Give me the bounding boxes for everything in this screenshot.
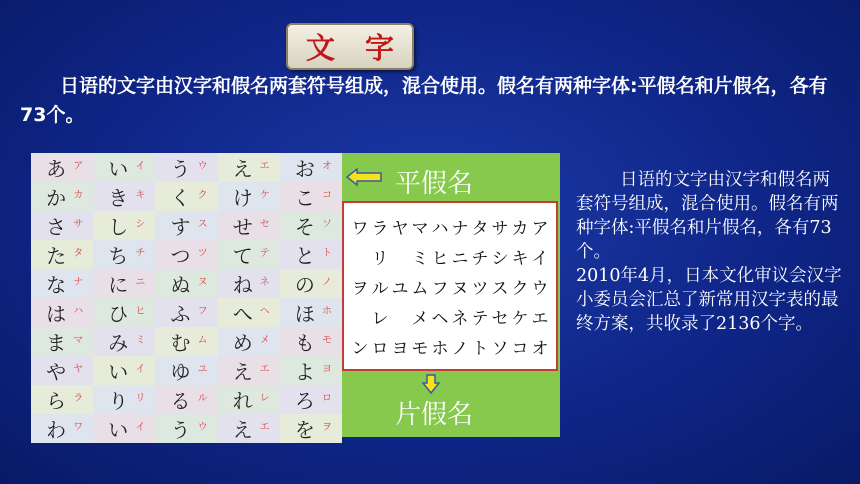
katakana-hint: テ xyxy=(259,248,270,259)
katakana-hint: ウ xyxy=(197,422,208,433)
hiragana-char: ひ xyxy=(108,302,129,326)
hiragana-cell xyxy=(280,385,342,414)
hiragana-char: え xyxy=(232,157,253,181)
hiragana-char: む xyxy=(170,331,191,355)
hiragana-char: い xyxy=(108,360,129,384)
hiragana-cell xyxy=(93,269,155,298)
hiragana-cell xyxy=(280,356,342,385)
hiragana-cell xyxy=(218,269,280,298)
hiragana-cell xyxy=(155,211,217,240)
hiragana-char: つ xyxy=(170,244,191,268)
hiragana-char: て xyxy=(232,244,253,268)
hiragana-char: え xyxy=(232,360,253,384)
katakana-hint: シ xyxy=(135,219,146,230)
hiragana-char: と xyxy=(294,244,315,268)
katakana-hint: ア xyxy=(73,161,84,172)
katakana-hint: イ xyxy=(135,422,146,433)
katakana-hint: ロ xyxy=(322,393,332,404)
side-paragraph-1: 日语的文字由汉字和假名两套符号组成，混合使用。假名有两种字体:平假名和片假名，各有73个。 xyxy=(576,170,839,262)
katakana-hint: ヤ xyxy=(73,364,84,375)
hiragana-cell xyxy=(218,327,280,356)
hiragana-char: け xyxy=(232,186,253,210)
hiragana-cell xyxy=(31,269,93,298)
katakana-hint: ツ xyxy=(197,248,208,259)
katakana-hint: ネ xyxy=(259,277,270,288)
hiragana-cell xyxy=(31,385,93,414)
hiragana-char: ぬ xyxy=(170,273,191,297)
katakana-hint: ユ xyxy=(197,364,208,375)
katakana-hint: キ xyxy=(135,190,146,201)
hiragana-cell xyxy=(218,298,280,327)
katakana-char: ン xyxy=(351,338,369,359)
hiragana-cell xyxy=(155,182,217,211)
katakana-char: ム xyxy=(411,278,429,299)
hiragana-char: に xyxy=(108,273,129,297)
katakana-char: ニ xyxy=(451,248,469,269)
katakana-hint: ヲ xyxy=(322,422,332,433)
hiragana-cell xyxy=(218,182,280,211)
katakana-label: 片假名 xyxy=(395,400,474,430)
hiragana-cell xyxy=(31,356,93,385)
hiragana-char: え xyxy=(232,418,253,442)
hiragana-char: さ xyxy=(46,215,67,239)
hiragana-char: や xyxy=(46,360,67,384)
katakana-char: サ xyxy=(491,218,509,239)
katakana-hint: ル xyxy=(197,393,208,404)
hiragana-cell xyxy=(31,153,93,182)
katakana-char: ヲ xyxy=(351,278,369,299)
katakana-char: ユ xyxy=(391,278,409,299)
hiragana-cell xyxy=(280,211,342,240)
hiragana-cell xyxy=(155,153,217,182)
hiragana-cell xyxy=(93,182,155,211)
katakana-char: ケ xyxy=(511,308,529,329)
hiragana-cell xyxy=(280,269,342,298)
katakana-hint: メ xyxy=(259,335,270,346)
katakana-char: モ xyxy=(411,338,429,359)
katakana-hint: ヘ xyxy=(259,306,270,317)
katakana-hint: ト xyxy=(322,248,332,259)
katakana-char: ホ xyxy=(431,338,449,359)
katakana-hint: レ xyxy=(259,393,270,404)
katakana-char: マ xyxy=(411,218,429,239)
hiragana-char: り xyxy=(108,389,129,413)
hiragana-cell xyxy=(155,414,217,443)
hiragana-char: う xyxy=(170,157,191,181)
hiragana-char: な xyxy=(46,273,67,297)
katakana-char: ワ xyxy=(351,218,369,239)
katakana-char: コ xyxy=(511,338,529,359)
hiragana-char: へ xyxy=(232,302,253,326)
katakana-hint: ハ xyxy=(73,306,84,317)
hiragana-cell xyxy=(93,298,155,327)
katakana-char: キ xyxy=(511,248,529,269)
katakana-char: ロ xyxy=(371,338,389,359)
katakana-hint: リ xyxy=(135,393,146,404)
katakana-char xyxy=(350,241,370,271)
katakana-char xyxy=(390,301,410,331)
left-arrow-icon xyxy=(346,167,382,187)
katakana-hint: ソ xyxy=(322,219,332,230)
hiragana-char: い xyxy=(108,157,129,181)
hiragana-char: く xyxy=(170,186,191,210)
katakana-char: ス xyxy=(491,278,509,299)
hiragana-cell xyxy=(280,298,342,327)
hiragana-cell xyxy=(93,153,155,182)
hiragana-cell xyxy=(218,153,280,182)
hiragana-char: は xyxy=(46,302,67,326)
hiragana-cell xyxy=(31,240,93,269)
katakana-char xyxy=(350,301,370,331)
katakana-char: ナ xyxy=(451,218,469,239)
hiragana-cell xyxy=(31,414,93,443)
katakana-hint: エ xyxy=(259,161,270,172)
katakana-char: ト xyxy=(471,338,489,359)
katakana-hint: イ xyxy=(135,364,146,375)
hiragana-cell xyxy=(218,414,280,443)
katakana-char: ヨ xyxy=(391,338,409,359)
katakana-hint: タ xyxy=(73,248,84,259)
katakana-hint: チ xyxy=(135,248,146,259)
hiragana-char: こ xyxy=(294,186,315,210)
hiragana-table xyxy=(31,153,342,442)
hiragana-char: お xyxy=(294,157,315,181)
katakana-hint: モ xyxy=(322,335,332,346)
katakana-hint: ケ xyxy=(259,190,270,201)
katakana-char: ヒ xyxy=(431,248,449,269)
down-arrow-icon xyxy=(422,374,440,394)
hiragana-char: わ xyxy=(46,418,67,442)
katakana-hint: ラ xyxy=(73,393,84,404)
katakana-char: カ xyxy=(511,218,529,239)
katakana-hint: ヒ xyxy=(135,306,146,317)
hiragana-cell xyxy=(218,385,280,414)
hiragana-char: し xyxy=(108,215,129,239)
hiragana-char: せ xyxy=(232,215,253,239)
hiragana-cell xyxy=(155,327,217,356)
katakana-char: ソ xyxy=(491,338,509,359)
katakana-char: テ xyxy=(471,308,489,329)
hiragana-cell xyxy=(280,327,342,356)
katakana-char: フ xyxy=(431,278,449,299)
katakana-hint: ム xyxy=(197,335,208,346)
katakana-hint: マ xyxy=(73,335,84,346)
hiragana-cell xyxy=(31,182,93,211)
hiragana-cell xyxy=(93,327,155,356)
katakana-char: ウ xyxy=(531,278,549,299)
hiragana-cell xyxy=(280,153,342,182)
hiragana-cell xyxy=(218,211,280,240)
hiragana-char: そ xyxy=(294,215,315,239)
katakana-hint: ス xyxy=(197,219,208,230)
katakana-hint: ヌ xyxy=(197,277,208,288)
hiragana-cell xyxy=(93,414,155,443)
katakana-char: ツ xyxy=(471,278,489,299)
hiragana-cell xyxy=(280,414,342,443)
hiragana-char: い xyxy=(108,418,129,442)
hiragana-cell xyxy=(93,385,155,414)
hiragana-char: ほ xyxy=(294,302,315,326)
hiragana-cell xyxy=(93,240,155,269)
katakana-hint: ミ xyxy=(135,335,146,346)
hiragana-char: ま xyxy=(46,331,67,355)
katakana-hint: ワ xyxy=(73,422,84,433)
hiragana-char: き xyxy=(108,186,129,210)
katakana-hint: ク xyxy=(197,190,208,201)
hiragana-cell xyxy=(31,298,93,327)
hiragana-char: う xyxy=(170,418,191,442)
hiragana-char: ゆ xyxy=(170,360,191,384)
side-paragraph-2: 2010年4月，日本文化审议会汉字小委员会汇总了新常用汉字表的最终方案，共收录了2136个字。 xyxy=(576,266,842,334)
katakana-char: ヘ xyxy=(431,308,449,329)
katakana-hint: オ xyxy=(322,161,332,172)
hiragana-char: た xyxy=(46,244,67,268)
hiragana-cell xyxy=(31,211,93,240)
hiragana-cell xyxy=(280,182,342,211)
hiragana-char: す xyxy=(170,215,191,239)
hiragana-char: め xyxy=(232,331,253,355)
hiragana-char: ふ xyxy=(170,302,191,326)
katakana-char: イ xyxy=(531,248,549,269)
katakana-char: チ xyxy=(471,248,489,269)
hiragana-char: を xyxy=(294,418,315,442)
katakana-char: ミ xyxy=(411,248,429,269)
hiragana-char: あ xyxy=(46,157,67,181)
katakana-char: エ xyxy=(531,308,549,329)
katakana-char: ア xyxy=(531,218,549,239)
hiragana-char: ね xyxy=(232,273,253,297)
hiragana-char: る xyxy=(170,389,191,413)
katakana-char: ヌ xyxy=(451,278,469,299)
hiragana-label: 平假名 xyxy=(395,169,474,199)
katakana-hint: ヨ xyxy=(322,364,332,375)
hiragana-cell xyxy=(31,327,93,356)
katakana-char: ネ xyxy=(451,308,469,329)
hiragana-cell xyxy=(93,356,155,385)
katakana-hint: エ xyxy=(259,364,270,375)
hiragana-char: の xyxy=(294,273,315,297)
title-banner xyxy=(286,23,414,70)
katakana-char: ヤ xyxy=(391,218,409,239)
katakana-hint: サ xyxy=(73,219,84,230)
hiragana-cell xyxy=(155,385,217,414)
hiragana-char: ち xyxy=(108,244,129,268)
hiragana-cell xyxy=(155,269,217,298)
katakana-hint: ニ xyxy=(135,277,146,288)
katakana-char: ノ xyxy=(451,338,469,359)
katakana-hint: カ xyxy=(73,190,84,201)
side-text-block xyxy=(576,168,846,336)
katakana-char: タ xyxy=(471,218,489,239)
hiragana-cell xyxy=(155,356,217,385)
katakana-hint: ホ xyxy=(322,306,332,317)
katakana-hint: フ xyxy=(197,306,208,317)
katakana-hint: セ xyxy=(259,219,270,230)
hiragana-cell xyxy=(280,240,342,269)
katakana-hint: コ xyxy=(322,190,332,201)
slide-title: 文 字 xyxy=(305,31,405,65)
katakana-table xyxy=(342,201,558,371)
katakana-char: ラ xyxy=(371,218,389,239)
hiragana-cell xyxy=(218,240,280,269)
hiragana-char: み xyxy=(108,331,129,355)
katakana-hint: ノ xyxy=(322,277,332,288)
hiragana-cell xyxy=(155,240,217,269)
hiragana-char: ろ xyxy=(294,389,315,413)
katakana-char: ク xyxy=(511,278,529,299)
katakana-char: レ xyxy=(371,308,389,329)
hiragana-char: ら xyxy=(46,389,67,413)
katakana-hint: イ xyxy=(135,161,146,172)
katakana-char: オ xyxy=(531,338,549,359)
hiragana-char: よ xyxy=(294,360,315,384)
katakana-char xyxy=(390,241,410,271)
hiragana-cell xyxy=(93,211,155,240)
katakana-char: メ xyxy=(411,308,429,329)
hiragana-cell xyxy=(218,356,280,385)
hiragana-char: れ xyxy=(232,389,253,413)
katakana-char: ハ xyxy=(431,218,449,239)
hiragana-cell xyxy=(155,298,217,327)
katakana-char: ル xyxy=(371,278,389,299)
katakana-hint: エ xyxy=(259,422,270,433)
hiragana-char: も xyxy=(294,331,315,355)
katakana-char: セ xyxy=(491,308,509,329)
intro-paragraph: 日语的文字由汉字和假名两套符号组成，混合使用。假名有两种字体:平假名和片假名，各有73个。 xyxy=(20,75,828,126)
katakana-hint: ナ xyxy=(73,277,84,288)
katakana-hint: ウ xyxy=(197,161,208,172)
katakana-char: シ xyxy=(491,248,509,269)
hiragana-char: か xyxy=(46,186,67,210)
katakana-char: リ xyxy=(371,248,389,269)
